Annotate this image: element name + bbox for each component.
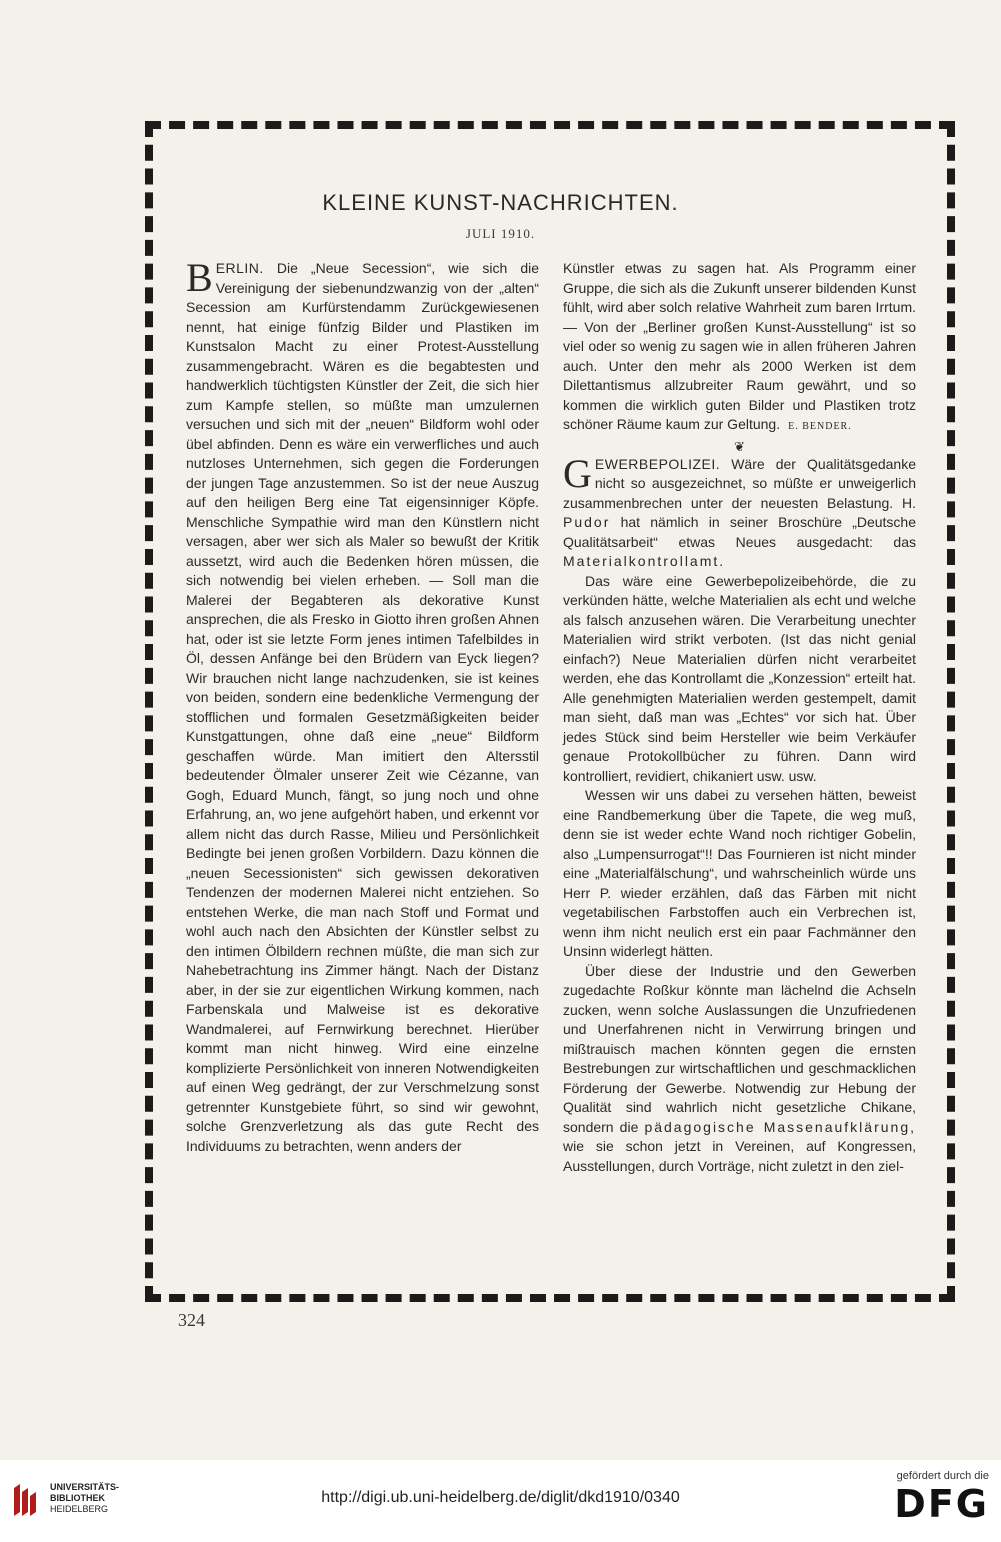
right-column — [563, 259, 916, 1176]
library-line-3: HEIDELBERG — [50, 1504, 109, 1514]
gewerbe-paragraph-1 — [563, 450, 916, 572]
berlin-paragraph-continued — [563, 259, 916, 437]
gewerbe-p4-text-a: Über diese der Industrie und den Gewerben zugedachte Roßkur könnte man lächelnd die Achseln zucken, wenn solche Auslassungen die Unzufriedenen und Unerfahrenen nicht in Verwirrung bringen und mißtrauisch machen könnten gegen die ernsten Bestrebungen zur wirtschaftlichen und geschmacklichen Förderung der Gewerbe. Notwendig zur Hebung der Qualität sind wahrlich nicht gesetzliche Chikane, sondern die — [563, 962, 916, 1135]
library-line-1: UNIVERSITÄTS- — [50, 1482, 120, 1492]
gewerbe-lead: EWERBEPOLIZEI. — [594, 455, 721, 472]
gewerbe-term: Materialkontrollamt. — [563, 553, 726, 569]
page-subtitle: JULI 1910. — [465, 226, 536, 241]
author-signature: E. BENDER. — [788, 421, 852, 432]
left-column — [186, 255, 539, 1156]
funding-label: gefördert durch die — [896, 1470, 989, 1482]
gewerbe-p4-term: pädagogische Massenaufklärung, — [644, 1118, 916, 1135]
dfg-logo: DFG — [894, 1482, 989, 1526]
page-title: KLEINE KUNST-NACHRICHTEN. — [322, 190, 679, 215]
berlin-text: Die „Neue Secession“, wie sich die Vereinigung der siebenundzwanzig von der „alten“ Secession am Kurfürstendamm Zurückgewiesenen nennt, hat einige fünfzig Bilder und Plastiken im Kunstsalon Macht zu einer Protest-Ausstellung zusammengebracht. Wären es die begabtesten und handwerklich tüchtigsten Künstler der Zeit, die sich hier zum Kampfe stellen, so müßte man umzulernen versuchen und sich mit der „neuen“ Bildform wohl oder übel abfinden. Denn es wäre ein verwerfliches und auch nutzloses Unternehmen, sich gegen die Forderungen der jungen Tage anzustemmen. So ist der neue Auszug auf den heiligen Berg eine Tat eigensinniger Köpfe. Menschliche Sympathie wird man den Künstlern nicht versagen, aber wer sich als Maler so bewußt der Kritik aussetzt, wird auch die Bedenken hören müssen, die sich notwendig bei vielen erheben. — Soll man die Malerei der Begabteren als dekorative Kunst ansprechen, die als Fresko in Giotto ihren großen Ahnen hat, oder ist sie letzte Form jenes intimen Tafelbildes in Öl, dessen Anfänge bei den Brüdern van Eyck liegen? Wir brauchen nicht lange nachzudenken, sie ist keines von beiden, sondern eine bedenkliche Vermengung der stofflichen und formalen Gesetzmäßigkeiten beider Kunstgattungen, ohne daß eine „neue“ Bildform geschaffen würde. Man imitiert den Altersstil bedeutender Ölmaler unserer Zeit wie Cézanne, van Gogh, Eduard Munch, fängt, so jung noch und ohne Erfahrung, an, wo jene aufgehört haben, und erkennt vor allem nicht das durch Rasse, Milieu und Persönlichkeit Bedingte bei jenen großen Vorbildern. Dazu können die „neuen Secessionisten“ sich gewissen dekorativen Tendenzen der modernen Malerei nicht entziehen. So entstehen Werke, die man nach Stoff und Format und wohl auch nach den Absichten der Künstler selbst zu den intimen Ölbildern rechnen müßte, die man sich zur Nahebetrachtung ins Zimmer hängt. Nach der Distanz aber, in der sie zur eigentlichen Wirkung kommen, nach Farbenskala und Malweise ist es dekorative Wandmalerei, auf Fernwirkung berechnet. Hierüber kommt man nicht hinweg. Wird eine einzelne komplizierte Persönlichkeit von inneren Notwendigkeiten auf einen Weg gedrängt, der zur Verschmelzung sonst getrennter Kunstgebiete führt, so sind wir gewohnt, solche Grenzverletzung als das gute Recht des Individuums zu betrachten, wenn anders der — [186, 260, 539, 1154]
funding-block[interactable] — [879, 1470, 989, 1526]
berlin-paragraph — [186, 255, 539, 1156]
section-ornament-icon: ❦ — [734, 438, 745, 454]
berlin-dropcap: B — [186, 255, 213, 300]
gewerbe-dropcap: G — [563, 450, 592, 496]
berlin-lead: ERLIN. — [215, 260, 264, 276]
library-line-2: BIBLIOTHEK — [50, 1493, 105, 1503]
permalink-url[interactable]: http://digi.ub.uni-heidelberg.de/diglit/dkd1910/0340 — [321, 1489, 680, 1506]
gewerbe-name: Pudor — [563, 514, 611, 530]
gewerbe-text-a: Wäre der Qualitätsgedanke nicht so ausgezeichnet, so müßte er unweigerlich zusammenbrechen unter der neuesten Belastung. H. — [563, 455, 916, 511]
gewerbe-paragraph-2: Das wäre eine Gewerbepolizeibehörde, die zu verkünden hätte, welche Materialien als echt und welche als falsch anzusehen wären. Die Verarbeitung unechter Materialien wird strikt verboten. (Ist das nicht genial einfach?) Neue Materialien dürfen nicht verarbeitet werden, ehe das Kontrollamt die „Konzession“ erteilt hat. Alle genehmigten Materialien werden gestempelt, damit man sieht, daß man was „Echtes“ vor sich hat. Über jedes Stück sind beim Hersteller wie beim Verkäufer genaue Protokollbücher zu führen. Dann wird kontrolliert, revidiert, chikaniert usw. usw. — [563, 572, 916, 784]
gewerbe-paragraph-3: Wessen wir uns dabei zu versehen hätten, beweist eine Randbemerkung über die Tapete, die weg muß, denn sie ist weder echte Wand noch richtiger Gobelin, also „Lumpensurrogat“!! Das Fournieren ist nicht minder eine „Materialfälschung“, und wahrscheinlich würde uns Herr P. wieder erzählen, daß das Färben mit nicht vegetabilischen Farbstoffen auch ein Verbrechen ist, wenn ihm nicht neulich erst ein paar Fachmänner den Unsinn widerlegt hätten. — [563, 787, 916, 959]
gewerbe-text-b: hat nämlich in seiner Broschüre „Deutsche Qualitätsarbeit“ etwas Neues ausgedacht: das — [563, 514, 916, 550]
gewerbe-paragraph-4 — [563, 962, 916, 1177]
page-number: 324 — [178, 1310, 205, 1330]
footer-bar — [0, 1460, 1001, 1542]
berlin-text-cont: Künstler etwas zu sagen hat. Als Programm einer Gruppe, die sich als die Zukunft unserer bildenden Kunst fühlt, wird aber solch relative Wahrheit zum baren Irrtum. — Von der „Berliner großen Kunst-Ausstellung“ ist so viel oder so wenig zu sagen wie in allen früheren Jahren auch. Unter den mehr als 2000 Werken ist dem Dilettantismus allzubreiter Raum gewährt, und so kommen die wirklich guten Bilder und Plastiken trotz schöner Räume kaum zur Geltung. — [563, 260, 916, 432]
gewerbe-p4-text-b: wie sie schon jetzt in Vereinen, auf Kongressen, Ausstellungen, durch Vorträge, nicht zuletzt in den ziel- — [563, 1138, 916, 1174]
